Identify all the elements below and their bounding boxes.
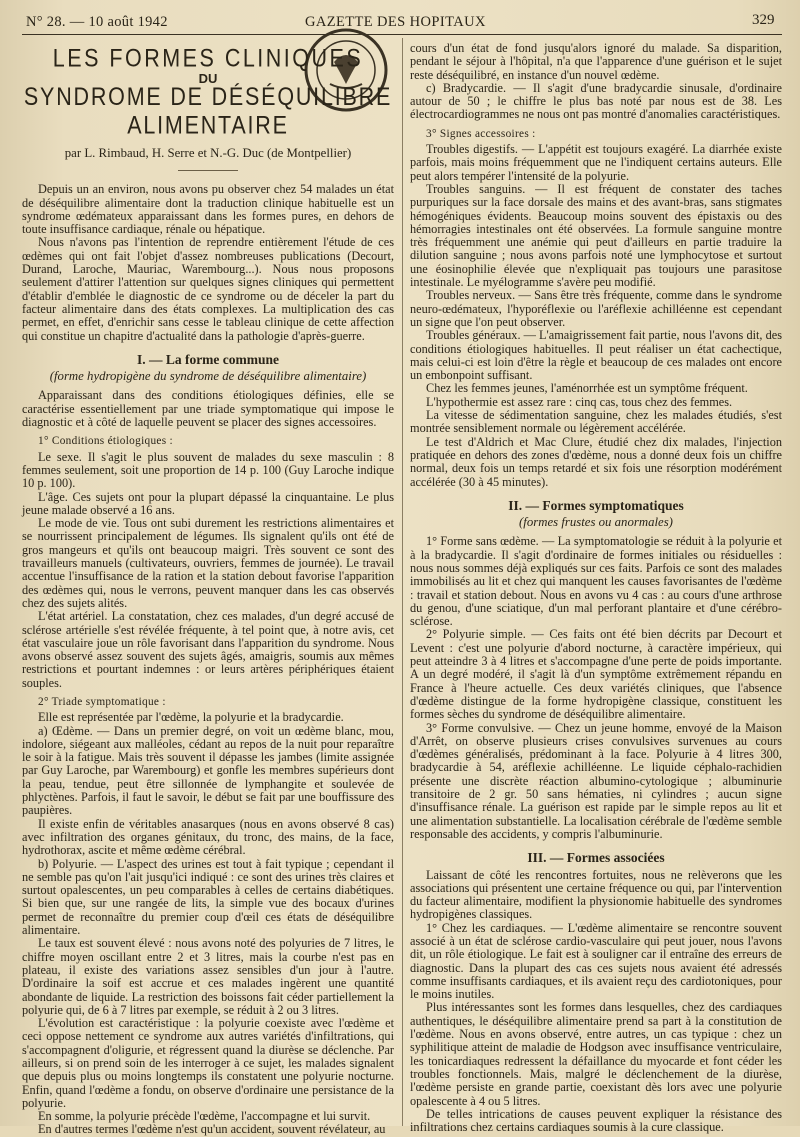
paragraph-continuation: cours d'un état de fond jusqu'alors ignoré du malade. Sa disparition, pendant le séjour à l'hôpital, n'a que l'apparence d'une guérison et le sujet reste déséquilibré, en instance d'un nouvel œdème. [410, 41, 782, 82]
paragraph-sexe: Le sexe. Il s'agit le plus souvent de malades du sexe masculin : 8 femmes seulement, soit une proportion de 14 p. 100 (Guy Laroche indique 10 p. 100). [22, 449, 394, 491]
section-3-title: III. — Formes associées [527, 850, 665, 866]
paragraph-mode-de-vie: Le mode de vie. Tous ont subi durement les restrictions alimentaires et se nourrissent principalement de légumes. Ils signalent qu'ils ont été de gros mangeurs et qu'ils ont beaucoup maigri. Très souvent ce sont des travailleurs manuels (cultivateurs, ouvriers, femmes de journée). Le travail accentue l'insuffisance de la ration et la station debout favorise l'apparition des œdèmes qui, nous le verrons, peuvent manquer dans les cas observés chez des sujets alités. [22, 516, 394, 610]
section-1-paragraph: Apparaissant dans des conditions étiologiques définies, elle se caractérise essentiellement par une triade symptomatique qui impose le diagnostic et à côté de laquelle peuvent se placer des signes accessoires. [22, 388, 394, 430]
paragraph-anasarques: Il existe enfin de véritables anasarques (nous en avons observé 8 cas) avec infiltration des organes génitaux, du tronc, des mains, de la face, hydrothorax, ascite et même œdème cérébral. [22, 816, 394, 858]
paragraph-triade: Elle est représentée par l'œdème, la polyurie et la bradycardie. [38, 710, 344, 725]
paragraph-autres-termes: En d'autres termes l'œdème n'est qu'un accident, souvent révélateur, au [38, 1122, 386, 1137]
subheading-signes-accessoires: 3° Signes accessoires : [426, 127, 536, 140]
paragraph-test-aldrich: Le test d'Aldrich et Mac Clure, étudié chez dix malades, l'injection pratiquée en dehors des zones d'œdème, nous a donné deux fois un chiffre normal, deux fois un temps retardé et six fois une résorption modérément accélérée (30 à 45 minutes). [410, 434, 782, 489]
page-header [0, 0, 800, 38]
article-title [22, 43, 394, 171]
title-line-1: LES FORMES CLINIQUES [52, 43, 364, 73]
section-2-subtitle: (formes frustes ou anormales) [519, 515, 673, 530]
paragraph-taux: Le taux est souvent élevé : nous avons noté des polyuries de 7 litres, le chiffre moyen oscillant entre 2 et 3 litres, mais la courbe n'est pas en plateau, il existe des variations assez sensibles d'un jour à l'autre. D'ordinaire la soif est accrue et ces malades ingèrent une quantité abondante de liquide. La restriction des boissons fait céder partiellement la polyurie qui, de 6 à 7 litres par exemple, se réduit à 2 ou 3 litres. [22, 936, 394, 1017]
authors: par L. Rimbaud, H. Serre et N.-G. Duc (de Montpellier) [64, 146, 352, 160]
paragraph-femmes: Chez les femmes jeunes, l'aménorrhée est un symptôme fréquent. [426, 381, 748, 396]
right-column [410, 42, 782, 1134]
paragraph-oedeme: a) Œdème. — Dans un premier degré, on voit un œdème blanc, mou, indolore, siégeant aux malléoles, cédant au repos de la nuit pour reparaître le soir à la fatigue. Mais très souvent il dépasse les jambes (limite assignée par Guy Laroche, par Warembourg) et gonfle les membres supérieurs dont la peau, tendue, peut être sillonnée de lymphangite et soulevée de phlyctènes. Parfois, il faut le savoir, le début se fait par une bouffissure des paupières. [22, 723, 394, 818]
journal-title: GAZETTE DES HOPITAUX [305, 14, 486, 30]
section-1-subtitle: (forme hydropigène du syndrome de déséquilibre alimentaire) [49, 369, 367, 384]
paragraph-interessantes: Plus intéressantes sont les formes dans lesquelles, chez des cardiaques authentiques, le déséquilibre alimentaire prend sa part à la constitution de l'œdème. Nous en avons observé, entre autres, un cas typique : chez un syphilitique atteint de maladie de Hodgson avec insuffisance ventriculaire, les tonicardiaques redressent la défaillance du myocarde et font céder les troubles fonctionnels. Mais, malgré le déclenchement de la diurèse, l'œdème persiste en grande partie, coexistant dès lors avec une polyurie opalescente à 4 ou 5 litres. [410, 1000, 782, 1108]
paragraph-troubles-generaux: Troubles généraux. — L'amaigrissement fait partie, nous l'avons dit, des conditions étiologiques habituelles. Il peut réaliser un état cachectique, mais celui-ci est loin d'être la règle et beaucoup de ces malades ont encore un embonpoint suffisant. [410, 328, 782, 383]
paragraph-troubles-nerveux: Troubles nerveux. — Sans être très fréquente, comme dans le syndrome neuro-œdémateux, l'hyporéflexie ou l'aréflexie achilléenne est cependant un signe que l'on peut observer. [410, 288, 782, 329]
title-line-2: DU [198, 71, 218, 86]
paragraph-polyurie-simple: 2° Polyurie simple. — Ces faits ont été bien décrits par Decourt et Levent : c'est une polyurie d'abord nocturne, à caractère impérieux, qui peut atteindre 3 à 4 litres et s'accompagne d'une perte de poids importante. A un degré modéré, il s'agit là d'un symptôme extrêmement répandu en France à l'heure actuelle. Ces deux variétés cliniques, que l'absence d'œdème distingue de la forme hydropigène classique, constituent les formes sèches du syndrome de déséquilibre alimentaire. [410, 627, 782, 722]
left-column [22, 42, 394, 1137]
paragraph-forme-convulsive: 3° Forme convulsive. — Chez un jeune homme, envoyé de la Maison d'Arrêt, on observe plusieurs crises convulsives survenues au cours d'œdèmes généralisés, prédominant à la face. Polyurie à 4 litres 300, bradycardie à 54, aréflexie achilléenne. Le liquide céphalo-rachidien présente une discrète réaction albumino-cytologique ; albuminurie transitoire de 2 gr. 50 sans hématies, ni cylindres ; aucun signe d'insuffisance rénale. La guérison est rapide par le simple repos au lit et une alimentation substantielle. La localisation cérébrale de l'œdème semble responsable des accidents, y compris l'albuminurie. [410, 720, 782, 841]
paragraph-etat-arteriel: L'état artériel. La constatation, chez ces malades, d'un degré accusé de sclérose artérielle s'est révélée fréquente, à tel point que, à notre avis, cet état vasculaire joue un rôle favorisant dans l'apparition du syndrome. Nous avons observé assez souvent des sujets âgés, amaigris, soumis aux mêmes restrictions et pourtant indemnes : or leurs artères périphériques étaient souples. [22, 609, 394, 690]
paragraph-intrications: De telles intrications de causes peuvent expliquer la résistance des infiltrations chez certains cardiaques soumis à la cure classique. [410, 1106, 782, 1135]
paragraph-sans-oedeme: 1° Forme sans œdème. — La symptomatologie se réduit à la polyurie et à la bradycardie. Il s'agit d'ordinaire de formes initiales ou résiduelles : nous nous sommes déjà expliqués sur ces faits. Parfois ce sont des malades immobilisés au lit et chez qui manquent les causes favorisantes de l'œdème : travail et station debout. Nous en avons vu 4 cas : au cours d'une arthrose du genou, d'une sciatique, d'un mal perforant plantaire et d'une cérébro-sclérose. [410, 534, 782, 629]
paragraph-en-somme: En somme, la polyurie précède l'œdème, l'accompagne et lui survit. [38, 1109, 371, 1124]
paragraph-troubles-sanguins: Troubles sanguins. — Il est fréquent de constater des taches purpuriques sur la face dorsale des mains et des avant-bras, sans stigmates hémogéniques évidents. Beaucoup moins souvent des épistaxis ou des hémorragies intestinales ont été observées. La formule sanguine montre très fréquemment une anémie qui peut d'ailleurs en partie traduire la dilution sanguine ; nous avons parfois noté une lymphocytose et surtout une éosinophilie élevée que n'expliquait pas toujours une parasitose intestinale. Le myélogramme s'avère peu modifié. [410, 181, 782, 290]
title-line-3: SYNDROME DE DÉSÉQUILIBRE ALIMENTAIRE [23, 82, 393, 140]
paragraph-hypothermie: L'hypothermie est assez rare : cinq cas, tous chez des femmes. [426, 394, 733, 409]
header-rule [22, 34, 782, 35]
paragraph-polyurie: b) Polyurie. — L'aspect des urines est tout à fait typique ; cependant il ne semble pas qu'on l'ait jusqu'ici indiqué : ce sont des urines très claires et surtout opalescentes, un peu comparables à celles de certains diabétiques. Si bien que, sur une rangée de lits, la simple vue des bocaux d'urines permet de reconnaître du premier coup d'œil ces états de déséquilibre alimentaire. [22, 856, 394, 938]
subheading-conditions: 1° Conditions étiologiques : [38, 435, 173, 448]
page-number: 329 [752, 12, 775, 28]
title-rule [178, 170, 238, 171]
paragraph-bradycardie: c) Bradycardie. — Il s'agit d'une bradycardie sinusale, d'ordinaire autour de 50 ; le chiffre le plus bas noté par nous est de 38. Les électrocardiogrammes ne nous ont pas montré d'anomalies caractéristiques. [410, 80, 782, 122]
paragraph-age: L'âge. Ces sujets ont pour la plupart dépassé la cinquantaine. Le plus jeune malade observé a 16 ans. [22, 489, 394, 517]
paragraph-cardiaques: 1° Chez les cardiaques. — L'œdème alimentaire se rencontre souvent associé à un état de sclérose cardio-vasculaire qui peut jouer, nous l'avons dit, un rôle étiologique. Le fait est à souligner car il entraîne des erreurs de diagnostic. Dans la plupart des cas ces sujets nous avaient été adressés comme insuffisants cardiaques, et ils avaient reçu des cardiotoniques, pour le moins inutiles. [410, 920, 782, 1002]
intro-paragraph-2: Nous n'avons pas l'intention de reprendre entièrement l'étude de ces œdèmes qui ont fait l'objet d'assez nombreuses publications (Decourt, Durand, Laroche, Mauriac, Warembourg...). Nous nous proposons seulement d'attirer l'attention sur quelques signes cliniques qui permettent d'établir d'emblée le diagnostic de ce syndrome ou de déceler la part du facteur alimentaire dans des états complexes. La multiplication des cas permet, en effet, d'enrichir sans cesse le tableau clinique de cette affection qui constitue un chapitre d'actualité dans la pathologie d'après-guerre. [22, 235, 394, 343]
section-1-title: I. — La forme commune [136, 351, 280, 367]
paragraph-vitesse: La vitesse de sédimentation sanguine, chez les malades étudiés, s'est montrée sensiblement normale ou légèrement accélérée. [410, 408, 782, 436]
subheading-triade: 2° Triade symptomatique : [38, 695, 166, 708]
column-divider [402, 38, 403, 1126]
paragraph-troubles-digestifs: Troubles digestifs. — L'appétit est toujours exagéré. La diarrhée existe parfois, mais moins fréquemment que ne l'indiquent certains auteurs. Elle peut alors tempérer l'intensité de la polyurie. [410, 142, 782, 183]
paragraph-evolution: L'évolution est caractéristique : la polyurie coexiste avec l'œdème et ceci oppose nettement ce syndrome aux autres variétés d'infiltrations, qui s'accompagnent d'oligurie, et régressent quand la diurèse se déclenche. Par ailleurs, si on prend soin de les interroger à ce sujet, les malades signalent que depuis plus ou moins longtemps ils constatent une polyurie nocturne. Enfin, quand l'œdème a fondu, on observe d'ordinaire une persistance de la polyurie. [22, 1016, 394, 1110]
intro-paragraph-1: Depuis un an environ, nous avons pu observer chez 54 malades un état de déséquilibre alimentaire dont la traduction clinique habituelle est un syndrome œdémateux apparaissant dans les formes pures, en dehors de toute insuffisance cardiaque, rénale ou hépatique. [22, 182, 394, 237]
issue-date: N° 28. — 10 août 1942 [26, 14, 168, 30]
section-2-title: II. — Formes symptomatiques [508, 497, 684, 513]
paragraph-associees: Laissant de côté les rencontres fortuites, nous ne relèverons que les associations qui présentent une certaine fréquence ou qui, par l'intervention du facteur alimentaire, modifient la physionomie habituelle des syndromes hydropigènes classiques. [410, 867, 782, 922]
